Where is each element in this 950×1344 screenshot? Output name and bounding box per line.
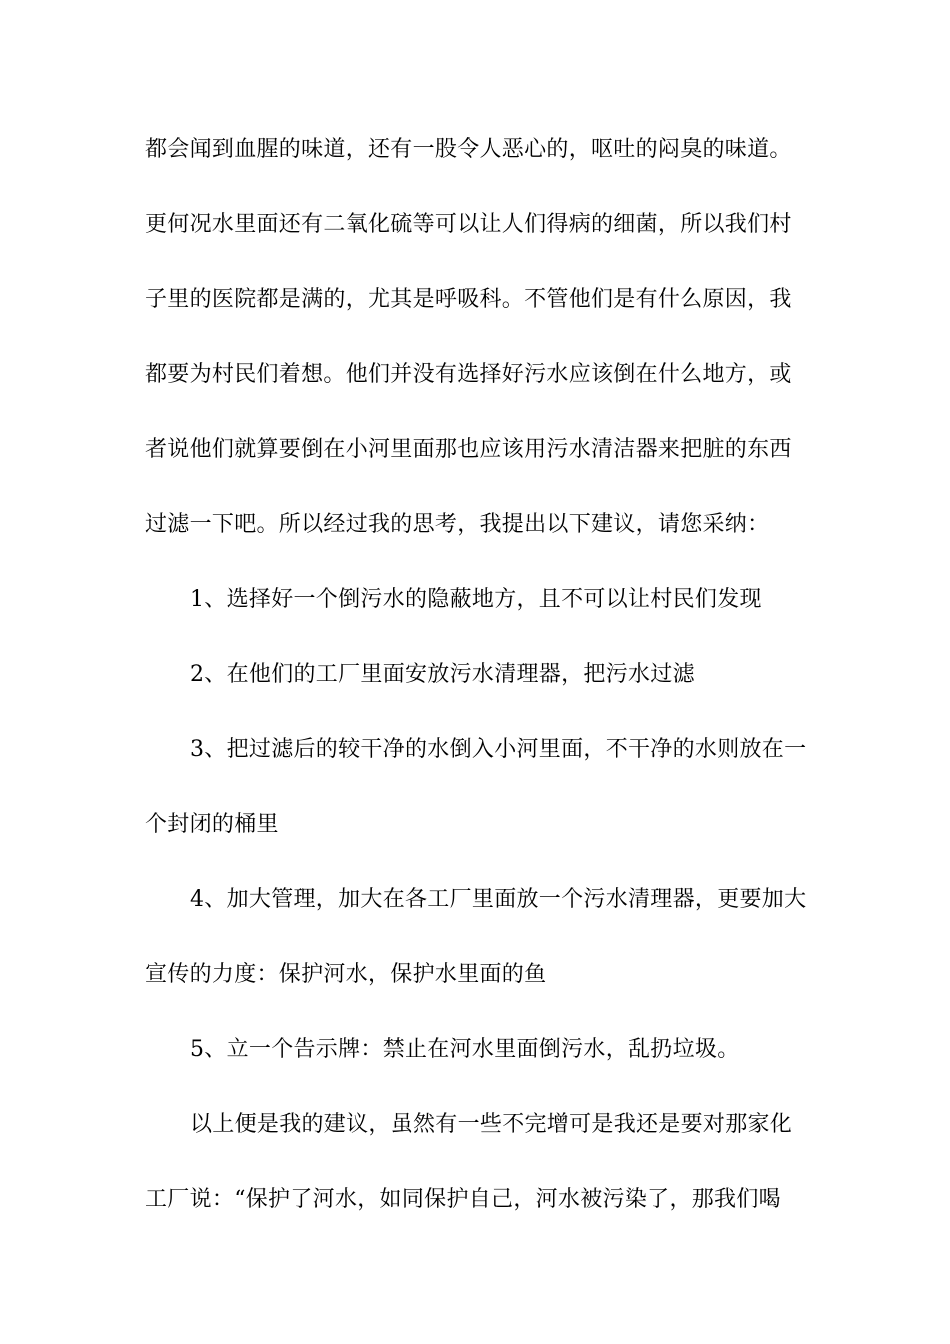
closing-paragraph-line: 以上便是我的建议，虽然有一些不完增可是我还是要对那家化 <box>190 1112 793 1137</box>
suggestion-item-4-continued: 宣传的力度：保护河水，保护水里面的鱼 <box>145 962 547 987</box>
suggestion-item-1: 1、选择好一个倒污水的隐蔽地方，且不可以让村民们发现 <box>190 587 762 612</box>
paragraph-line: 都会闻到血腥的味道，还有一股令人恶心的，呕吐的闷臭的味道。 <box>145 137 792 162</box>
paragraph-line: 更何况水里面还有二氧化硫等可以让人们得病的细菌，所以我们村 <box>145 212 792 237</box>
paragraph-line: 者说他们就算要倒在小河里面那也应该用污水清洁器来把脏的东西 <box>145 437 792 462</box>
suggestion-item-5: 5、立一个告示牌：禁止在河水里面倒污水，乱扔垃圾。 <box>190 1037 740 1062</box>
paragraph-line: 子里的医院都是满的，尤其是呼吸科。不管他们是有什么原因，我 <box>145 287 792 312</box>
suggestion-item-3: 3、把过滤后的较干净的水倒入小河里面，不干净的水则放在一 <box>190 737 807 762</box>
paragraph-line: 过滤一下吧。所以经过我的思考，我提出以下建议，请您采纳： <box>145 512 770 537</box>
suggestion-item-3-continued: 个封闭的桶里 <box>145 812 279 837</box>
suggestion-item-2: 2、在他们的工厂里面安放污水清理器，把污水过滤 <box>190 662 695 687</box>
closing-paragraph-line: 工厂说：“保护了河水，如同保护自己，河水被污染了，那我们喝 <box>145 1187 781 1212</box>
paragraph-line: 都要为村民们着想。他们并没有选择好污水应该倒在什么地方，或 <box>145 362 792 387</box>
suggestion-item-4: 4、加大管理，加大在各工厂里面放一个污水清理器，更要加大 <box>190 887 807 912</box>
